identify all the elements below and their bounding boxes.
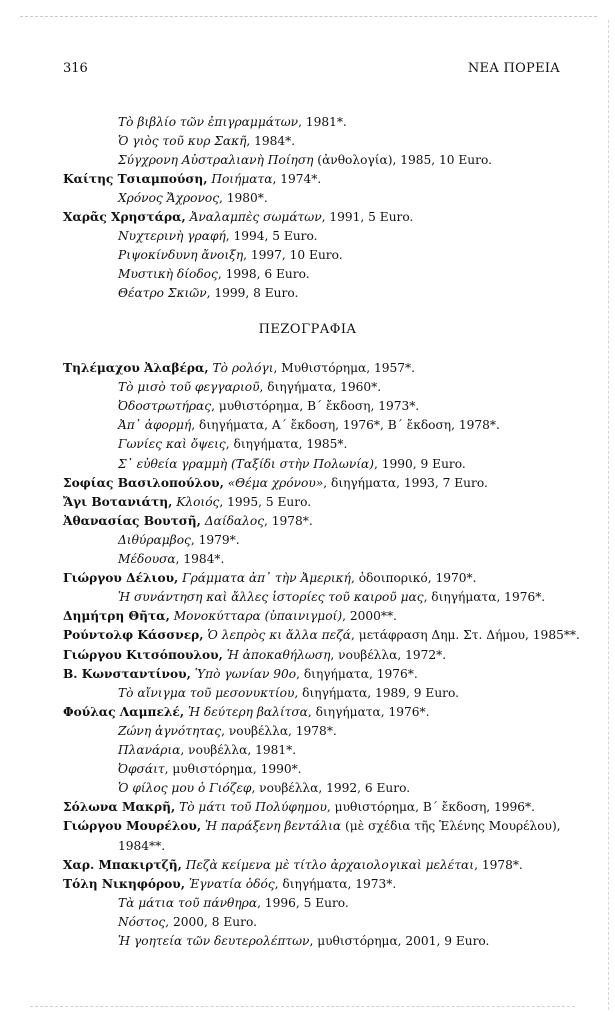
list-item	[118, 533, 240, 548]
list-item	[118, 686, 459, 701]
work-details: , 1979*.	[190, 532, 240, 547]
work-details: , ὁδοιπορικό, 1970*.	[350, 571, 477, 586]
journal-title: ΝΕΑ ΠΟΡΕΙΑ	[467, 61, 560, 76]
list-item	[118, 552, 224, 567]
work-details: , νουβέλλα, 1972*.	[330, 647, 447, 662]
work-title: Ἀπ᾽ ἀφορμή	[118, 418, 192, 433]
author-name: Ἄγι Βοτανιάτη,	[63, 494, 173, 509]
work-title: Ὑπὸ γωνίαν 90ο	[194, 666, 297, 681]
work-title: Πλανάρια	[118, 743, 181, 757]
list-item	[118, 724, 337, 739]
list-item	[63, 819, 561, 834]
work-title: Μέδουσα	[118, 552, 176, 566]
list-item	[63, 648, 446, 663]
list-item: Χρόνος Ἄχρονος, 1980*.	[118, 191, 268, 205]
author-name: Ἀθανασίας Βουτσῆ,	[63, 513, 201, 528]
author-name: Τηλέμαχου Ἀλαβέρα,	[63, 361, 209, 375]
list-item	[63, 705, 430, 720]
work-details: , διηγήματα, 1976*.	[307, 704, 430, 719]
work-details: , διηγήματα, 1976*.	[423, 590, 546, 605]
work-title: Ἡ παράξενη βεντάλια	[204, 819, 342, 834]
work-details: , 2000, 8 Euro.	[165, 914, 257, 929]
work-title: Δαίδαλος	[204, 513, 265, 528]
work-details: , μυθιστόρημα, 1990*.	[164, 762, 302, 777]
work-title: Τὸ μάτι τοῦ Πολύφημου	[179, 800, 327, 815]
work-details: , 1996, 5 Euro.	[257, 895, 349, 910]
list-item: Τὸ βιβλίο τῶν ἐπιγραμμάτων, 1981*.	[118, 115, 347, 129]
work-title: «Θέμα χρόνου»	[227, 475, 324, 490]
work-title: Ὁ φίλος μου ὁ Γιόζεφ	[118, 781, 252, 796]
author-name: Β. Κωνσταντίνου,	[63, 666, 191, 681]
work-title: Ἡ γοητεία τῶν δευτερολέπτων	[118, 934, 310, 948]
list-item	[63, 476, 488, 491]
list-item	[118, 896, 349, 911]
work-details: , 1990, 9 Euro.	[374, 456, 466, 471]
author-name: Σόλωνα Μακρῆ,	[63, 800, 176, 815]
author-name: Σοφίας Βασιλοπούλου,	[63, 475, 224, 490]
work-details: (μὲ σχέδια τῆς Ἑλένης Μουρέλου),	[341, 819, 561, 834]
work-title: Ἡ δεύτερη βαλίτσα	[187, 704, 308, 719]
list-item	[63, 361, 415, 376]
work-title: Ὀφσάιτ	[118, 762, 165, 777]
section-heading: ΠΕΖΟΓΡΑΦΙΑ	[258, 322, 357, 337]
work-title: Κλοιός	[176, 494, 220, 509]
work-details: , Μυθιστόρημα, 1957*.	[273, 361, 415, 375]
work-details: , διηγήματα, Α΄ ἔκδοση, 1976*, Β΄ ἔκδοση, 1978*.	[191, 418, 500, 433]
work-title: Ἡ συνάντηση καὶ ἄλλες ἱστορίες τοῦ καιροῦ μας	[118, 590, 424, 605]
list-item: Μυστικὴ δίοδος, 1998, 6 Euro.	[118, 267, 310, 281]
scan-border-right	[608, 20, 609, 1010]
work-details: , νουβέλλα, 1981*.	[180, 743, 297, 757]
list-item	[63, 877, 396, 892]
work-title: Τὰ μάτια τοῦ πάνθηρα	[118, 895, 258, 910]
list-item	[118, 743, 296, 758]
list-item: Χαρᾶς Χρηστάρα, Ἀναλαμπὲς σωμάτων, 1991, 5 Euro.	[63, 210, 414, 224]
work-details: , διηγήματα, 1960*.	[259, 380, 382, 395]
list-item: Ριψοκίνδυνη ἄνοιξη, 1997, 10 Euro.	[118, 248, 343, 262]
work-details: , διηγήματα, 1989, 9 Euro.	[294, 685, 459, 700]
work-title: Ἐγνατία ὁδός	[188, 876, 275, 891]
work-title: Ὀδοστρωτήρας	[118, 399, 212, 414]
scan-border-top	[20, 16, 597, 17]
list-item	[63, 609, 397, 624]
author-name: Χαρ. Μπακιρτζῆ,	[63, 857, 182, 872]
list-item: Θέατρο Σκιῶν, 1999, 8 Euro.	[118, 286, 299, 300]
work-title: Διθύραμβος	[118, 532, 191, 547]
work-details: , νουβέλλα, 1992, 6 Euro.	[251, 781, 411, 796]
list-item	[63, 628, 580, 643]
list-item: Σύγχρονη Αὐστραλιανὴ Ποίηση (ἀνθολογία), 1985, 10 Euro.	[118, 153, 492, 167]
work-details: , νουβέλλα, 1978*.	[221, 723, 337, 738]
work-details: , 1984*.	[175, 552, 225, 566]
list-item	[118, 418, 500, 433]
list-item	[118, 457, 466, 472]
work-title: Τὸ αἴνιγμα τοῦ μεσονυκτίου	[118, 685, 295, 700]
author-name: Γιώργου Δέλιου,	[63, 571, 179, 586]
list-item	[63, 667, 418, 682]
list-item	[118, 934, 489, 949]
work-details: , μυθιστόρημα, 2001, 9 Euro.	[309, 934, 490, 948]
author-name: Χαρᾶς Χρηστάρα,	[63, 210, 186, 224]
author-name: Ρούντολφ Κάσσνερ,	[63, 628, 204, 643]
work-details: , 1978*.	[474, 857, 523, 872]
list-item	[118, 762, 302, 777]
list-item	[63, 800, 535, 815]
list-item: Νυχτερινὴ γραφή, 1994, 5 Euro.	[118, 229, 318, 243]
work-title: Νόστος	[118, 914, 166, 929]
work-details: , μυθιστόρημα, Β΄ ἔκδοση, 1973*.	[211, 399, 420, 414]
work-title: Τὸ μισὸ τοῦ φεγγαριοῦ	[118, 380, 260, 395]
list-item	[118, 839, 165, 854]
work-details: , διηγήματα, 1976*.	[296, 666, 418, 681]
work-title: Ζώνη ἀγνότητας	[118, 723, 222, 738]
scan-border-bottom	[30, 1006, 575, 1007]
author-name: Τόλη Νικηφόρου,	[63, 876, 185, 891]
list-item	[118, 437, 347, 452]
author-name: Δημήτρη Θῆτα,	[63, 609, 170, 624]
work-title: Πεζὰ κείμενα μὲ τίτλο ἀρχαιολογικαὶ μελέται	[185, 857, 475, 872]
work-details: , διηγήματα, 1993, 7 Euro.	[323, 475, 488, 490]
work-details: 1984**.	[118, 838, 166, 853]
author-name: Γιώργου Μουρέλου,	[63, 819, 202, 834]
work-details: , 1978*.	[264, 513, 313, 528]
list-item	[63, 571, 477, 586]
page-number: 316	[63, 61, 88, 76]
work-details: , διηγήματα, 1985*.	[225, 437, 348, 452]
work-title: Σ᾽ εὐθεία γραμμὴ (Ταξίδι στὴν Πολωνία)	[118, 456, 375, 471]
list-item	[118, 590, 545, 605]
work-title: Μονοκύτταρα (ὑπαινιγμοί)	[173, 609, 343, 624]
work-title: Τὸ ρολόγι	[212, 361, 274, 375]
list-item	[118, 781, 410, 796]
work-details: , μυθιστόρημα, Β΄ ἔκδοση, 1996*.	[326, 800, 535, 815]
work-title: Ἡ ἀποκαθήλωση	[226, 647, 331, 662]
author-name: Καίτης Τσιαμπούση,	[63, 172, 208, 186]
work-title: Γράμματα ἀπ᾽ τὴν Ἀμερική	[182, 571, 351, 586]
work-title: Γωνίες καὶ ὄψεις	[118, 437, 226, 452]
work-title: Ὁ λεπρὸς κι ἄλλα πεζά	[207, 628, 352, 643]
work-details: , μετάφραση Δημ. Στ. Δήμου, 1985**.	[351, 628, 580, 643]
work-details: , 2000**.	[342, 609, 397, 624]
list-item	[118, 380, 381, 395]
work-details: , διηγήματα, 1973*.	[274, 876, 397, 891]
list-item	[63, 858, 523, 873]
list-item	[118, 915, 257, 930]
list-item	[63, 514, 313, 529]
list-item: Καίτης Τσιαμπούση, Ποιήματα, 1974*.	[63, 172, 322, 186]
work-details: , 1995, 5 Euro.	[219, 494, 312, 509]
author-name: Γιώργου Κιτσόπουλου,	[63, 647, 223, 662]
list-item: Ὁ γιὸς τοῦ κυρ Σακῆ, 1984*.	[118, 134, 296, 148]
author-name: Φούλας Λαμπελέ,	[63, 704, 185, 719]
list-item	[63, 495, 311, 510]
list-item	[118, 399, 419, 414]
